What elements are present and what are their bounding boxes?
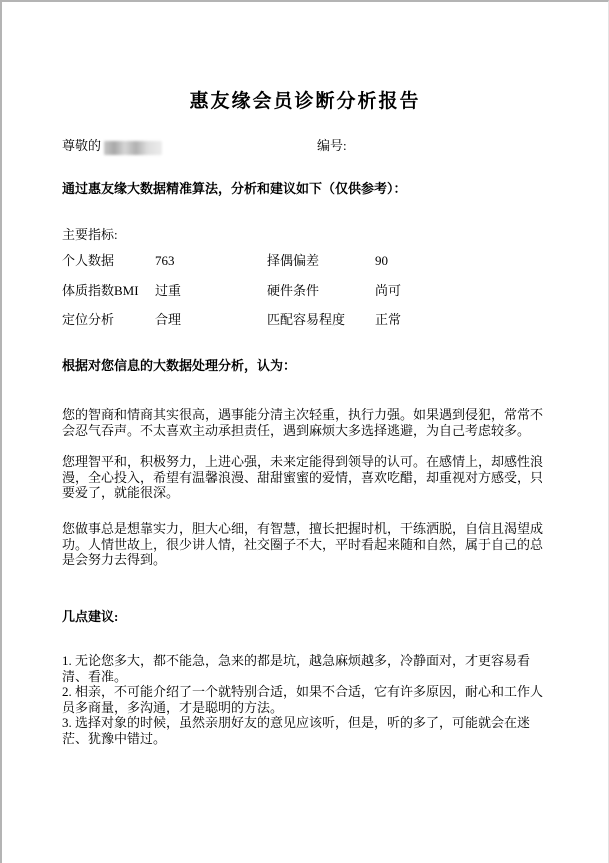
indicator-label: 体质指数BMI (62, 283, 139, 298)
intro-statement: 通过惠友缘大数据精准算法，分析和建议如下（仅供参考）： (62, 181, 407, 196)
analysis-paragraph: 您做事总是想靠实力，胆大心细，有智慧，擅长把握时机，干练洒脱，自信且渴望成功。人情世故上，很少讲人情，社交圈子不大，平时看起来随和自然，属于自己的总是会努力去得到。 (62, 521, 544, 567)
suggestion-item: 3. 选择对象的时候，虽然亲朋好友的意见应该听，但是，听的多了，可能就会在迷茫、犹豫中错过。 (62, 715, 531, 746)
suggestions-heading: 几点建议: (62, 609, 119, 624)
indicator-value: 90 (375, 253, 388, 268)
indicator-row (2, 283, 608, 299)
indicator-row (2, 312, 608, 328)
page-title: 惠友缘会员诊断分析报告 (189, 91, 421, 112)
indicator-label: 定位分析 (62, 312, 115, 327)
report-number-label: 编号: (317, 138, 347, 153)
indicator-value: 合理 (155, 312, 182, 327)
indicators-heading: 主要指标: (62, 227, 118, 242)
indicator-label: 匹配容易程度 (267, 312, 346, 327)
indicator-label: 个人数据 (62, 253, 115, 268)
suggestions-list (62, 653, 551, 746)
indicator-row (2, 253, 608, 269)
indicator-value: 过重 (155, 283, 182, 298)
redacted-name-blur (104, 141, 162, 155)
greeting-prefix: 尊敬的 (62, 138, 102, 153)
indicator-label: 硬件条件 (267, 283, 320, 298)
analysis-paragraph: 您的智商和情商其实很高，遇事能分清主次轻重，执行力强。如果遇到侵犯，常常不会忍气吞声。不太喜欢主动承担责任，遇到麻烦大多选择逃避，为自己考虑较多。 (62, 407, 544, 438)
suggestion-item: 2. 相亲，不可能介绍了一个就特别合适，如果不合适，它有许多原因，耐心和工作人员多商量，多沟通，才是聪明的方法。 (62, 684, 544, 715)
indicator-value: 正常 (375, 312, 402, 327)
indicator-label: 择偶偏差 (267, 253, 320, 268)
analysis-paragraph: 您理智平和，积极努力，上进心强，未来定能得到领导的认可。在感情上，却感性浪漫，全心投入，希望有温馨浪漫、甜甜蜜蜜的爱情，喜欢吃醋，却重视对方感受，只要爱了，就能很深。 (62, 454, 544, 500)
indicator-value: 尚可 (375, 283, 402, 298)
indicator-value: 763 (155, 253, 175, 268)
suggestion-item: 1. 无论您多大，都不能急，急来的都是坑，越急麻烦越多，冷静面对，才更容易看清、看准。 (62, 653, 531, 684)
analysis-heading: 根据对您信息的大数据处理分析，认为： (62, 358, 297, 373)
